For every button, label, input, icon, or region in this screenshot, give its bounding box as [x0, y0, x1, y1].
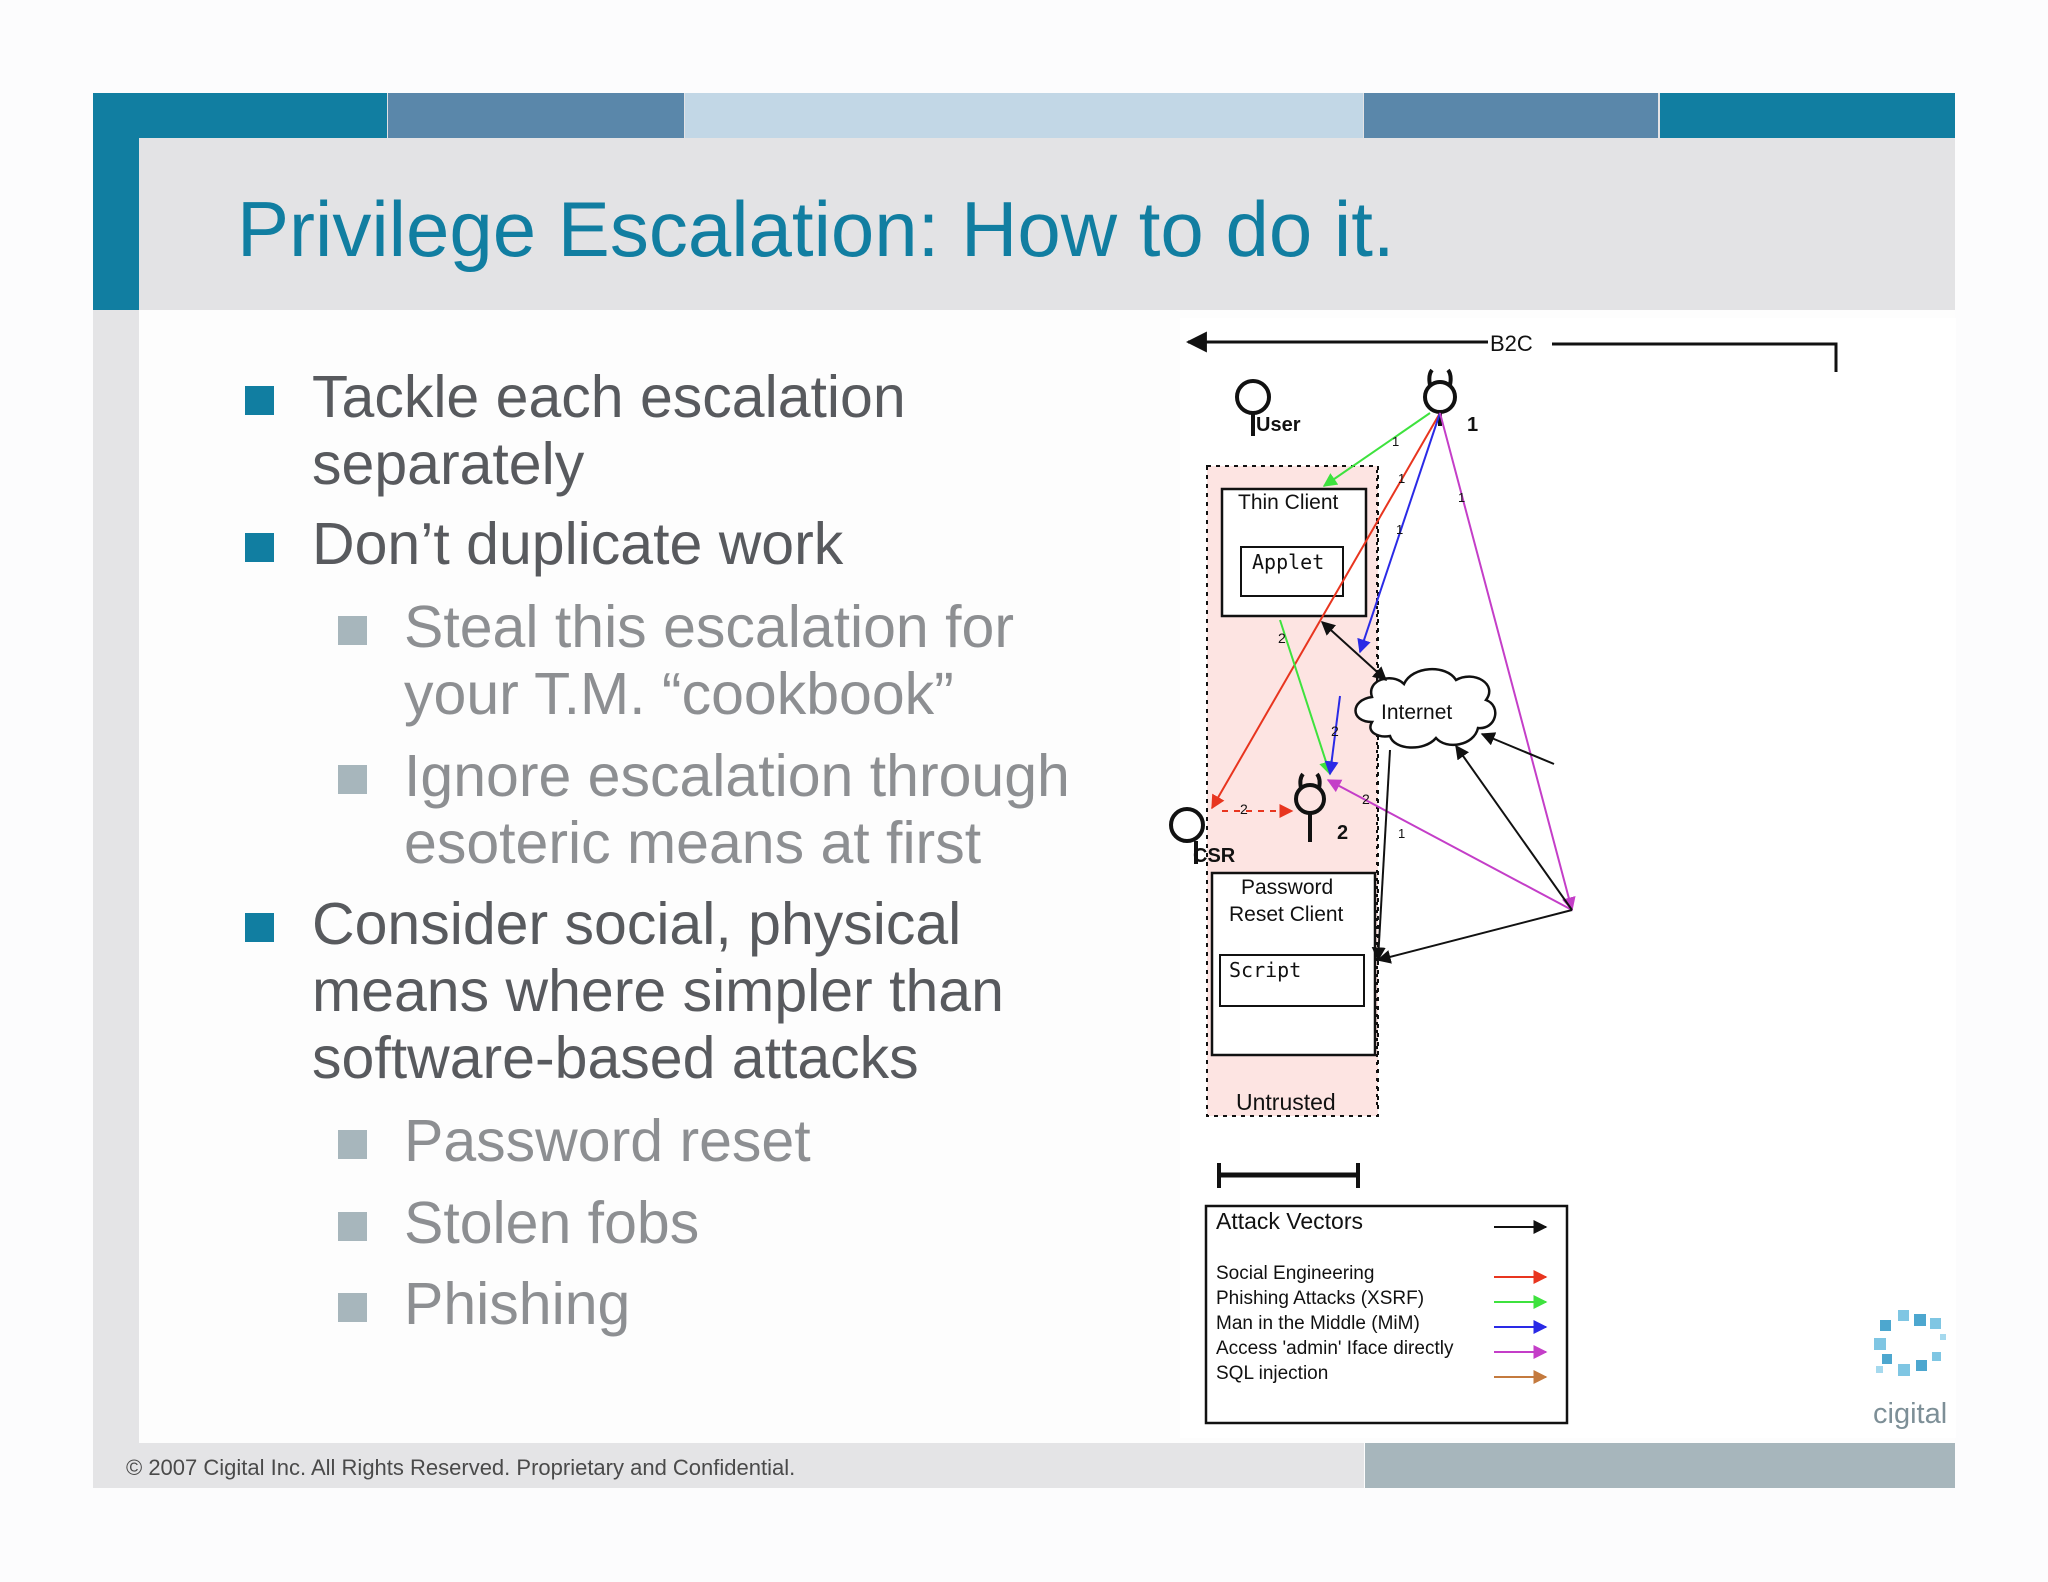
attacker-1-label: 1 — [1467, 414, 1479, 436]
edge-label: 1 — [1458, 490, 1466, 505]
footer-bar-accent — [1365, 1443, 1955, 1488]
legend-item: SQL injection — [1216, 1363, 1329, 1384]
sub-bullet-3-line-1: Password reset — [404, 1108, 811, 1174]
edge-label: 2 — [1362, 791, 1370, 807]
legend-title: Attack Vectors — [1216, 1208, 1364, 1234]
edge-label: 1 — [1392, 434, 1400, 449]
legend-item: Access 'admin' Iface directly — [1216, 1338, 1454, 1359]
legend-item: Social Engineering — [1216, 1263, 1375, 1284]
internet-label: Internet — [1381, 701, 1453, 724]
edge-label: 2 — [1331, 723, 1339, 739]
bullet-3-line-1: Consider social, physical — [312, 891, 962, 957]
user-label: User — [1256, 414, 1301, 436]
edge-label: 2 — [1278, 630, 1286, 646]
untrusted-label: Untrusted — [1236, 1089, 1336, 1115]
edge-label: 1 — [1396, 522, 1404, 537]
edge-label: 1 — [1398, 471, 1406, 486]
edge-label: 2 — [1240, 801, 1248, 817]
sub-bullet-5-line-1: Phishing — [404, 1271, 631, 1337]
bullet-3-line-2: means where simpler than — [312, 958, 1004, 1024]
thin-client-label: Thin Client — [1238, 491, 1339, 514]
cigital-logo-icon — [1870, 1308, 1950, 1400]
password-reset-label-2: Reset Client — [1229, 903, 1344, 926]
attacker-2-label: 2 — [1337, 822, 1349, 844]
bullet-2-line-1: Don’t duplicate work — [312, 511, 844, 577]
cigital-logo-text: cigital — [1873, 1398, 1948, 1430]
slide-title: Privilege Escalation: How to do it. — [237, 185, 1395, 273]
password-reset-label-1: Password — [1241, 876, 1334, 899]
bullet-1-line-2: separately — [312, 431, 585, 497]
sub-bullet-1-line-2: your T.M. “cookbook” — [404, 661, 954, 727]
bullet-3-line-3: software-based attacks — [312, 1025, 919, 1091]
edge-label: 1 — [1398, 826, 1406, 841]
applet-label: Applet — [1252, 550, 1325, 574]
sub-bullet-2-line-1: Ignore escalation through — [404, 743, 1070, 809]
sub-bullet-2-line-2: esoteric means at first — [404, 810, 982, 876]
sub-bullet-1-line-1: Steal this escalation for — [404, 594, 1014, 660]
csr-label: CSR — [1193, 845, 1236, 867]
b2c-label: B2C — [1490, 331, 1533, 356]
bullet-1-line-1: Tackle each escalation — [312, 364, 906, 430]
footer-copyright: © 2007 Cigital Inc. All Rights Reserved. Proprietary and Confidential. — [126, 1455, 796, 1480]
script-label: Script — [1229, 958, 1302, 982]
legend-item: Phishing Attacks (XSRF) — [1216, 1288, 1425, 1309]
legend-item: Man in the Middle (MiM) — [1216, 1313, 1420, 1334]
sub-bullet-4-line-1: Stolen fobs — [404, 1190, 700, 1256]
